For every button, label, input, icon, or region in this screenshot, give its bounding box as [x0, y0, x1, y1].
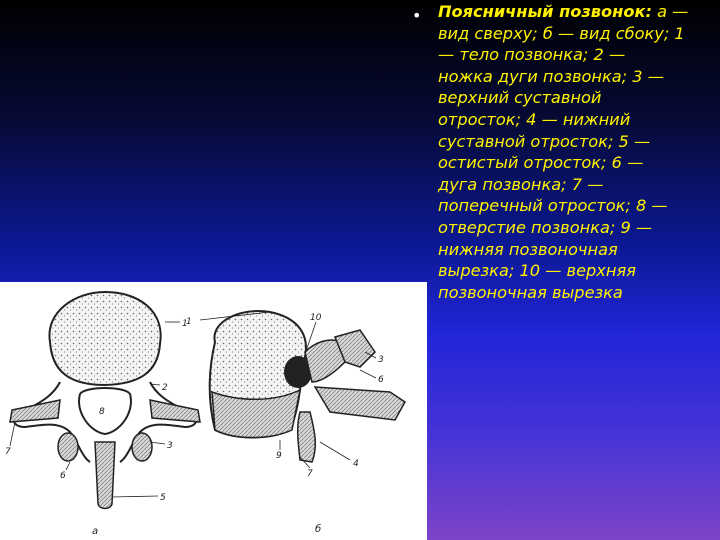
label-b-4: 4 — [353, 459, 359, 469]
inferior-articular-side — [298, 412, 316, 462]
label-a-8: 8 — [99, 407, 105, 417]
label-b-1: 1 — [186, 317, 192, 327]
transverse-process-left — [10, 400, 60, 422]
caption-text — [438, 1, 716, 303]
arch-left — [14, 382, 90, 462]
articular-process-left — [58, 433, 78, 461]
caption-line: остистый отросток; 6 — — [438, 153, 644, 173]
bullet-icon: • — [412, 6, 422, 25]
view-a-drawing — [5, 292, 200, 537]
vertebral-body-top — [49, 292, 160, 385]
label-a-5: 5 — [160, 493, 166, 503]
spinous-process-a — [95, 442, 115, 509]
caption-line: — тело позвонка; 2 — — [438, 45, 626, 65]
caption-line: ножка дуги позвонка; 3 — — [438, 66, 664, 86]
label-b-7: 7 — [307, 469, 313, 479]
label-a-7: 7 — [5, 447, 11, 457]
vertebral-foramen — [79, 388, 131, 434]
caption-line: нижняя позвоночная — [438, 239, 618, 259]
label-a-2: 2 — [162, 383, 168, 393]
label-b-10: 10 — [310, 313, 322, 323]
spinous-process-b — [315, 387, 405, 420]
vertebra-illustration — [0, 282, 427, 540]
caption-line: отросток; 4 — нижний — [438, 109, 631, 129]
caption-line: вырезка; 10 — верхняя — [438, 261, 636, 281]
vertebra-figure — [0, 282, 427, 540]
caption-line: поперечный отросток; 8 — — [438, 196, 668, 216]
label-a-1: 1 — [182, 319, 188, 329]
transverse-process-right — [150, 400, 200, 422]
arch-right — [120, 382, 196, 462]
label-b-3: 3 — [378, 355, 384, 365]
caption-line: а — — [651, 2, 689, 21]
label-a-6: 6 — [60, 471, 66, 481]
label-b-9: 9 — [276, 451, 282, 461]
caption-line: вид сверху; б — вид сбоку; 1 — [438, 23, 685, 43]
articular-process-right — [132, 433, 152, 461]
view-b-drawing — [186, 311, 405, 535]
label-a-3: 3 — [167, 441, 173, 451]
caption-line: позвоночная вырезка — [438, 282, 623, 302]
view-a-letter: а — [92, 526, 99, 537]
caption-title: Поясничный позвонок: — [438, 2, 652, 21]
caption-line: верхний суставной — [438, 88, 602, 108]
view-b-letter: б — [315, 524, 322, 535]
caption-line: отверстие позвонка; 9 — — [438, 217, 653, 237]
label-b-6: 6 — [378, 375, 384, 385]
caption-line: дуга позвонка; 7 — — [438, 174, 604, 194]
caption-line: суставной отросток; 5 — — [438, 131, 651, 151]
